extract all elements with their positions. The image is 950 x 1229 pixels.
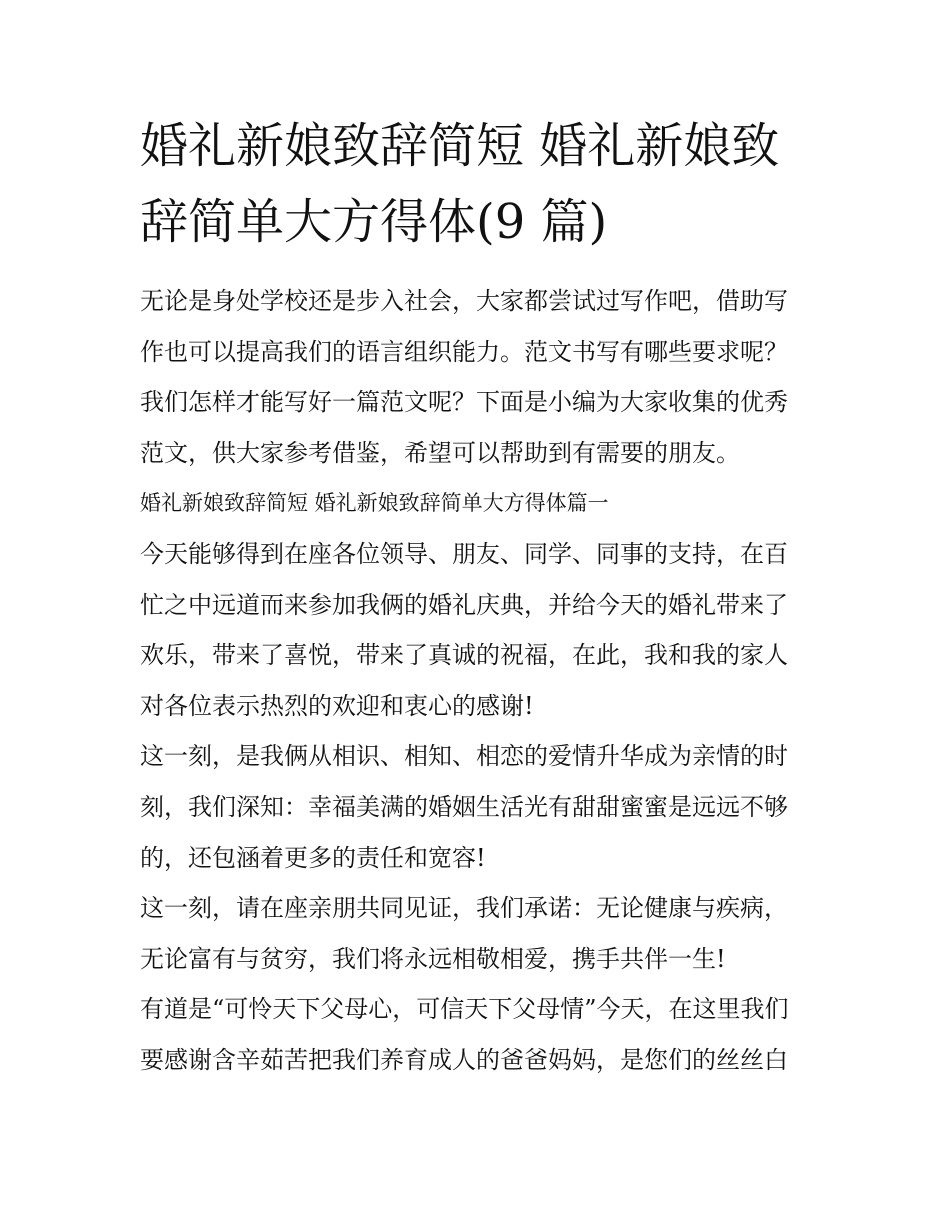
body-paragraph-2: 这一刻，是我俩从相识、相知、相恋的爱情升华成为亲情的时 刻，我们深知：幸福美满的婚姻生活光有甜甜蜜蜜是远远不够 的，还包涵着更多的责任和宽容! [140, 742, 788, 872]
intro-paragraph: 无论是身处学校还是步入社会，大家都尝试过写作吧，借助写 作也可以提高我们的语言组织能力。范文书写有哪些要求呢？ 我们怎样才能写好一篇范文呢？下面是小编为大家收集的优秀 范文，供大家参考借鉴，希望可以帮助到有需要的朋友。 [140, 287, 788, 467]
body-paragraph-4: 有道是“可怜天下父母心，可信天下父母情”今天，在这里我们 要感谢含辛茹苦把我们养育成人的爸爸妈妈，是您们的丝丝白 [140, 995, 789, 1074]
section-heading: 婚礼新娘致辞简短 婚礼新娘致辞简单大方得体篇一 [140, 491, 609, 516]
body-paragraph-3: 这一刻，请在座亲朋共同见证，我们承诺：无论健康与疾病， 无论富有与贫穷，我们将永远相敬相爱，携手共伴一生! [140, 894, 788, 973]
document-title: 婚礼新娘致辞简短 婚礼新娘致 辞简单大方得体(9 篇) [140, 118, 780, 250]
document-body [140, 276, 820, 1086]
body-paragraph-1: 今天能够得到在座各位领导、朋友、同学、同事的支持，在百 忙之中远道而来参加我俩的婚礼庆典，并给今天的婚礼带来了 欢乐，带来了喜悦，带来了真诚的祝福，在此，我和我的家人 对各位表示热烈的欢迎和衷心的感谢! [140, 539, 788, 720]
